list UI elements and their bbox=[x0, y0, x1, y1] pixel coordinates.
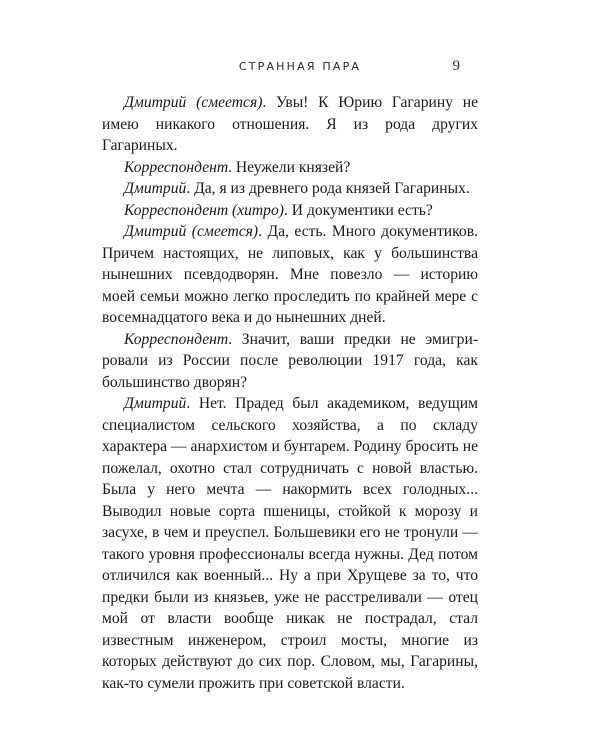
dialogue-paragraph bbox=[102, 329, 478, 394]
speaker-name: Дмитрий (смеется) bbox=[124, 223, 259, 240]
running-title: СТРАННАЯ ПАРА bbox=[238, 60, 362, 73]
speaker-name: Дмитрий (смеется) bbox=[124, 94, 263, 111]
paragraph-text: . Да, есть. Много документиков. Причем настоящих, не липовых, как у большинства нынешних псевдодворян. Мне повезло — историю моей семьи можно легко проследить по крайней мере с восемнадцатого века и до нынешних дней. bbox=[102, 223, 478, 326]
dialogue-paragraph bbox=[102, 92, 478, 157]
paragraph-text: . И документики есть? bbox=[283, 201, 433, 219]
page-number: 9 bbox=[452, 58, 460, 74]
speaker-name: Дмитрий bbox=[124, 395, 187, 412]
paragraph-text: . Неужели князей? bbox=[228, 158, 351, 176]
dialogue-paragraph bbox=[102, 200, 478, 222]
dialogue-paragraph bbox=[102, 393, 478, 694]
paragraph-text: . Да, я из древнего рода князей Гагариных. bbox=[186, 180, 470, 197]
speaker-name: Дмитрий bbox=[124, 180, 187, 197]
dialogue-paragraph bbox=[102, 157, 478, 179]
speaker-name: Корреспондент (хитро) bbox=[124, 201, 284, 219]
dialogue-paragraph bbox=[102, 178, 478, 200]
dialogue-paragraph bbox=[102, 221, 478, 329]
speaker-name: Корреспондент bbox=[124, 158, 229, 176]
paragraph-text: . Нет. Прадед был академиком, ведущим специалистом сельского хозяйства, а по складу характера — анархистом и бунтарем. Родину бросить не пожелал, охотно стал сотрудничать с новой властью. Была у него мечта — накормить всех голодных... Выводил новые сорта пшеницы, стойкой к морозу и засухе, в чем и преуспел. Большевики его не тронули — такого уровня профессионалы всегда нужны. Дед потом отличился как военный... Ну а при Хрущеве за то, что предки были из князьев, уже не расстреливали — отец мой от власти вообще никак не пострадал, стал известным инженером, строил мосты, многие из которых действуют до сих пор. Словом, мы, Гагарины, как-то сумели прожить при советской власти. bbox=[102, 395, 478, 692]
speaker-name: Корреспондент bbox=[124, 330, 229, 348]
body-text bbox=[102, 92, 478, 694]
paragraph-text: . Увы! К Юрию Гагарину не имею никакого отношения. Я из рода других Гагариных. bbox=[102, 94, 479, 154]
paragraph-text: . Значит, ваши предки не эмигрировали из России после революции 1917 года, как большинство дворян? bbox=[102, 330, 478, 391]
